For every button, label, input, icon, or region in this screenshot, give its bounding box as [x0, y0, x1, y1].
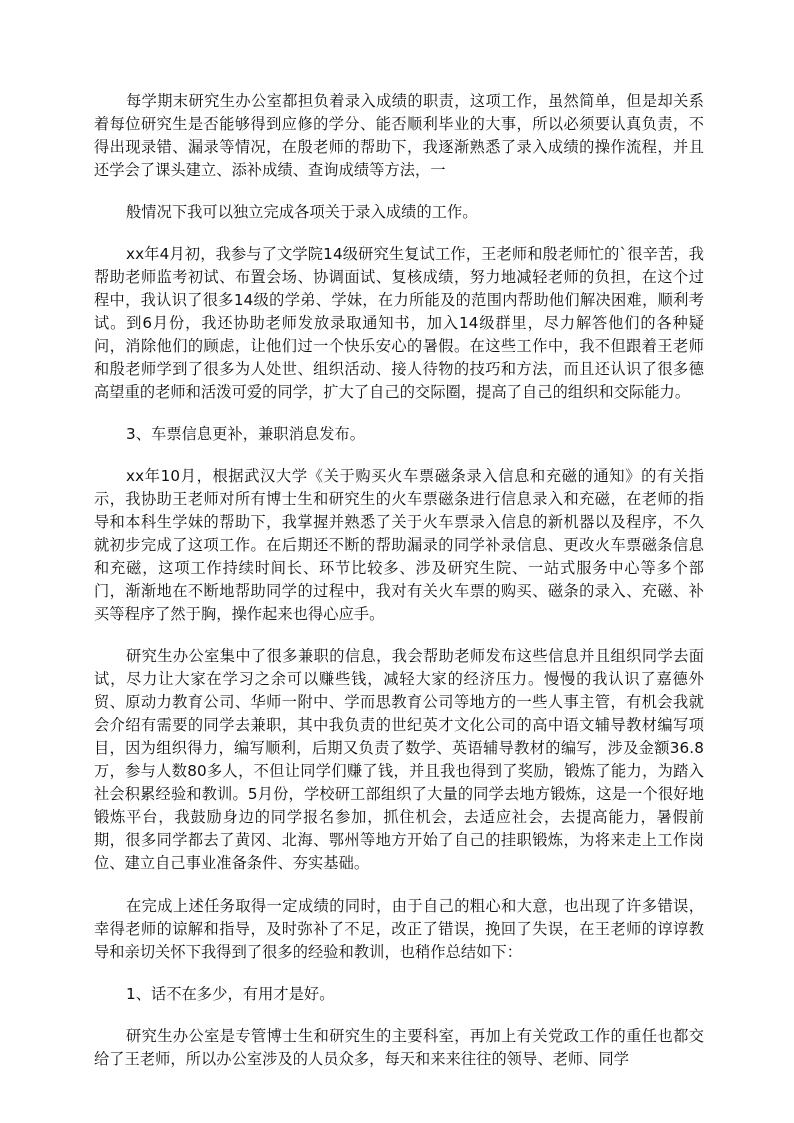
- paragraph-score-entry-cont: 般情况下我可以独立完成各项关于录入成绩的工作。: [126, 203, 478, 221]
- paragraph-train-ticket-info: xx年10月，根据武汉大学《关于购买火车票磁条录入信息和充磁的通知》的有关指示，我协助王老师对所有博士生和研究生的火车票磁条进行信息录入和充磁，在老师的指导和本科生学妹的帮助下，我掌握并熟悉了关于火车票录入信息的新机器以及程序，不久就初步完成了这项工作。在后期还不断的帮助漏录的同学补录信息、更改火车票磁条信息和充磁，这项工作持续时间长、环节比较多、涉及研究生院、一站式服务中心等多个部门，渐渐地在不断地帮助同学的过程中，我对有关火车票的购买、磁条的录入、充磁、补买等程序了然于胸，操作起来也得心应手。: [94, 467, 704, 623]
- document-page: [94, 90, 704, 1071]
- paragraph-score-entry: 每学期末研究生办公室都担负着录入成绩的职责，这项工作，虽然简单，但是却关系着每位研究生是否能够得到应修的学分、能否顺利毕业的大事，所以必须要认真负责，不得出现录错、漏录等情况，在殷老师的帮助下，我逐渐熟悉了录入成绩的操作流程，并且还学会了课头建立、添补成绩、查询成绩等方法，一: [94, 92, 704, 179]
- paragraph-summary-intro: 在完成上述任务取得一定成绩的同时，由于自己的粗心和大意，也出现了许多错误，幸得老师的谅解和指导，及时弥补了不足，改正了错误，挽回了失误，在王老师的谆谆教导和亲切关怀下我得到了很多的经验和教训，也稍作总结如下：: [94, 897, 704, 961]
- section-heading-train-tickets: 3、车票信息更补，兼职消息发布。: [126, 425, 366, 443]
- paragraph-reexam-work: xx年4月初，我参与了文学院14级研究生复试工作，王老师和殷老师忙的`很辛苦，我帮助老师监考初试、布置会场、协调面试、复核成绩，努力地减轻老师的负担，在这个过程中，我认识了很多14级的学弟、学妹，在力所能及的范围内帮助他们解决困难，顺利考试。到6月份，我还协助老师发放录取通知书，加入14级群里，尽力解答他们的各种疑问，消除他们的顾虑，让他们过一个快乐安心的暑假。在这些工作中，我不但跟着王老师和殷老师学到了很多为人处世、组织活动、接人待物的技巧和方法，而且还认识了很多德高望重的老师和活泼可爱的同学，扩大了自己的交际圈，提高了自己的组织和交际能力。: [94, 245, 704, 401]
- section-heading-words: 1、话不在多少，有用才是好。: [126, 985, 335, 1003]
- paragraph-part-time-jobs: 研究生办公室集中了很多兼职的信息，我会帮助老师发布这些信息并且组织同学去面试，尽力让大家在学习之余可以赚些钱，减轻大家的经济压力。慢慢的我认识了嘉德外贸、原动力教育公司、华师一附中、学而思教育公司等地方的一些人事主管，有机会我就会介绍有需要的同学去兼职，其中我负责的世纪英才文化公司的高中语文辅导教材编写项目，因为组织得力，编写顺利，后期又负责了数学、英语辅导教材的编写，涉及金额36.8万，参与人数80多人，不但让同学们赚了钱，并且我也得到了奖励，锻炼了能力，为踏入社会积累经验和教训。5月份，学校研工部组织了大量的同学去地方锻炼，这是一个很好地锻炼平台，我鼓励身边的同学报名参加，抓住机会，去适应社会，去提高能力，暑假前期，很多同学都去了黄冈、北海、鄂州等地方开始了自己的挂职锻炼，为将来走上工作岗位、建立自己事业准备条件、夯实基础。: [94, 647, 704, 872]
- paragraph-office-intro: 研究生办公室是专管博士生和研究生的主要科室，再加上有关党政工作的重任也都交给了王老师，所以办公室涉及的人员众多，每天和来来往往的领导、老师、同学: [94, 1027, 704, 1068]
